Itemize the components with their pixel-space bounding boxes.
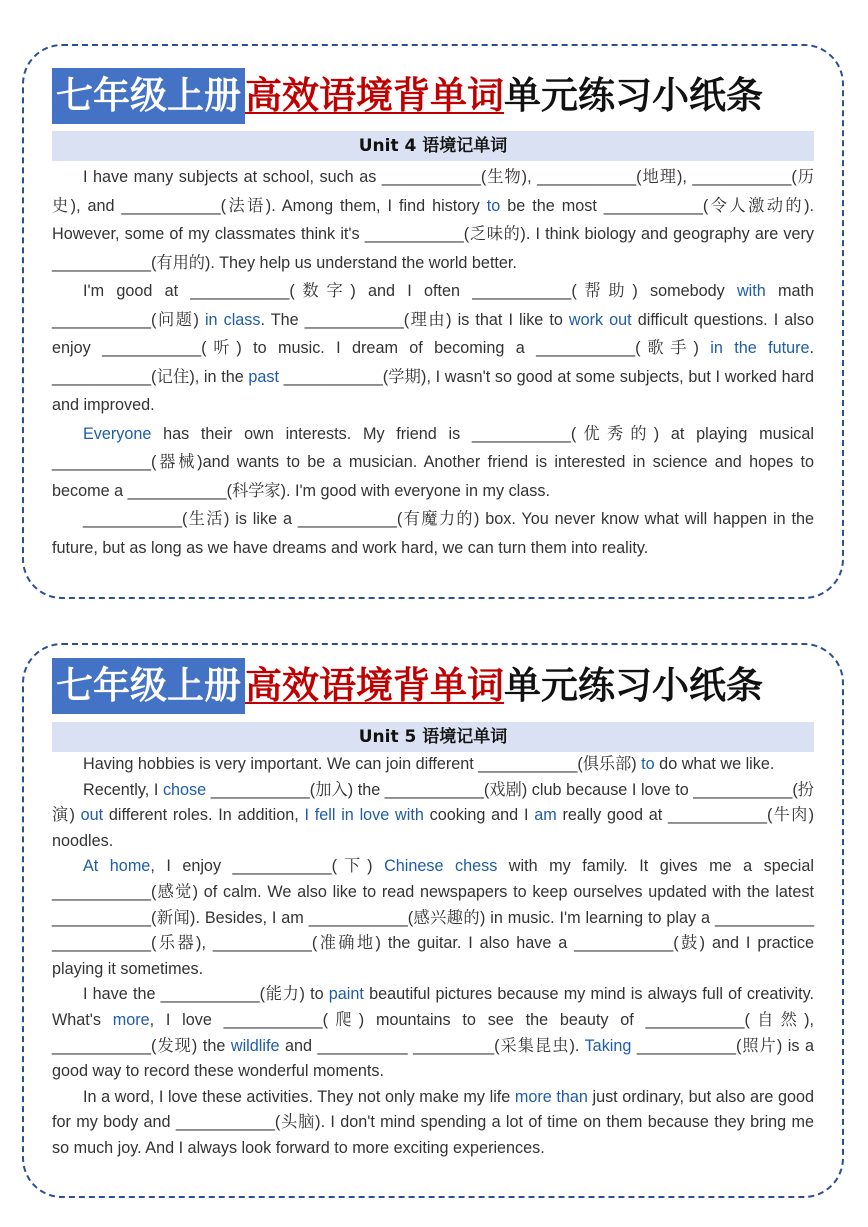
paragraph: Everyone has their own interests. My friend is ___________(优秀的) at playing musical ___________(器械)and wants to be a musician. Another friend is interested in science and hopes to become a ___________(科学家). I'm good with everyone in my class. bbox=[52, 424, 814, 500]
unit-header: Unit 4 语境记单词 bbox=[52, 131, 814, 161]
highlight-phrase: At home bbox=[83, 857, 151, 876]
passage-unit5 bbox=[52, 752, 814, 1162]
title-type: 单元练习小纸条 bbox=[504, 74, 763, 117]
title-grade: 七年级上册 bbox=[52, 68, 245, 124]
highlight-phrase: to bbox=[486, 196, 501, 215]
title-method: 高效语境背单词 bbox=[245, 664, 504, 707]
paragraph: In a word, I love these activities. They not only make my life more than just ordinary, but also are good for my body and ___________(头脑). I don't mind spending a lot of time on them because they bring me so much joy. And I always look forward to more exciting experiences. bbox=[52, 1087, 814, 1157]
paragraph: Having hobbies is very important. We can join different ___________(俱乐部) to do what we like. bbox=[83, 755, 775, 773]
passage-unit4 bbox=[52, 163, 814, 562]
title-method: 高效语境背单词 bbox=[245, 74, 504, 117]
highlight-phrase: chose bbox=[162, 780, 207, 799]
highlight-phrase: I fell in love with bbox=[304, 806, 424, 825]
highlight-phrase: Taking bbox=[584, 1036, 632, 1055]
highlight-phrase: in bbox=[341, 806, 354, 825]
highlight-phrase: in the future bbox=[710, 339, 810, 357]
highlight-phrase: Chinese chess bbox=[384, 857, 498, 876]
highlight-phrase: paint bbox=[328, 985, 364, 1004]
paragraph: I have many subjects at school, such as ___________(生物), ___________(地理), ___________(历史), and ___________(法语). Among them, I find history to be the most ___________(令人激动的). However, some of my classmates think it's ___________(乏味的). I think biology and geography are very ___________(有用的). They help us understand the world better. bbox=[52, 168, 814, 272]
worksheet-title bbox=[52, 658, 812, 714]
paragraph: I have the ___________(能力) to paint beautiful pictures because my mind is always full of creativity. What's more, I love ___________(爬) mountains to see the beauty of ___________(自然), ___________(发现) the wildlife and __________ _________(采集昆虫). Taking ___________(照片) is a good way to record these wonderful moments. bbox=[52, 985, 814, 1081]
title-grade: 七年级上册 bbox=[52, 658, 245, 714]
highlight-phrase: work out bbox=[568, 310, 632, 329]
paragraph: Recently, I chose ___________(加入) the ___________(戏剧) club because I love to ___________(扮演) out different roles. In addition, I fell in love with cooking and I am really good at ___________(牛肉) noodles. bbox=[52, 780, 815, 850]
highlight-phrase: Everyone bbox=[83, 424, 152, 443]
highlight-phrase: past bbox=[248, 367, 280, 386]
paragraph: ___________(生活) is like a ___________(有魔力的) box. You never know what will happen in the future, but as long as we have dreams and work hard, we can turn them into reality. bbox=[52, 510, 814, 557]
worksheet-title bbox=[52, 68, 812, 124]
paragraph: I'm good at ___________(数字) and I often ___________(帮助) somebody with math ___________(问题) in class. The ___________(理由) is that I like to work out difficult questions. I also enjoy ___________(听) to music. I dream of becoming a ___________(歌手) in the future. ___________(记住), in the past ___________(学期), I wasn't so good at some subjects, but I worked hard and improved. bbox=[52, 282, 814, 414]
title-type: 单元练习小纸条 bbox=[504, 664, 763, 707]
highlight-phrase: out bbox=[80, 806, 104, 825]
unit-header: Unit 5 语境记单词 bbox=[52, 722, 814, 752]
highlight-phrase: wildlife bbox=[230, 1036, 280, 1055]
highlight-phrase: to bbox=[641, 755, 655, 773]
highlight-phrase: in class bbox=[204, 310, 261, 329]
highlight-phrase: more than bbox=[514, 1087, 588, 1106]
highlight-phrase: am bbox=[534, 806, 557, 825]
paragraph: At home, I enjoy ___________(下) Chinese chess with my family. It gives me a special ___________(感觉) of calm. We also like to read newspapers to keep ourselves updated with the latest ___________(新闻). Besides, I am ___________(感兴趣的) in music. I'm learning to play a ___________ ___________(乐器), ___________(准确地) the guitar. I also have a ___________(鼓) and I practice playing it sometimes. bbox=[52, 857, 814, 978]
highlight-phrase: more bbox=[112, 1010, 150, 1029]
highlight-phrase: with bbox=[736, 282, 766, 300]
